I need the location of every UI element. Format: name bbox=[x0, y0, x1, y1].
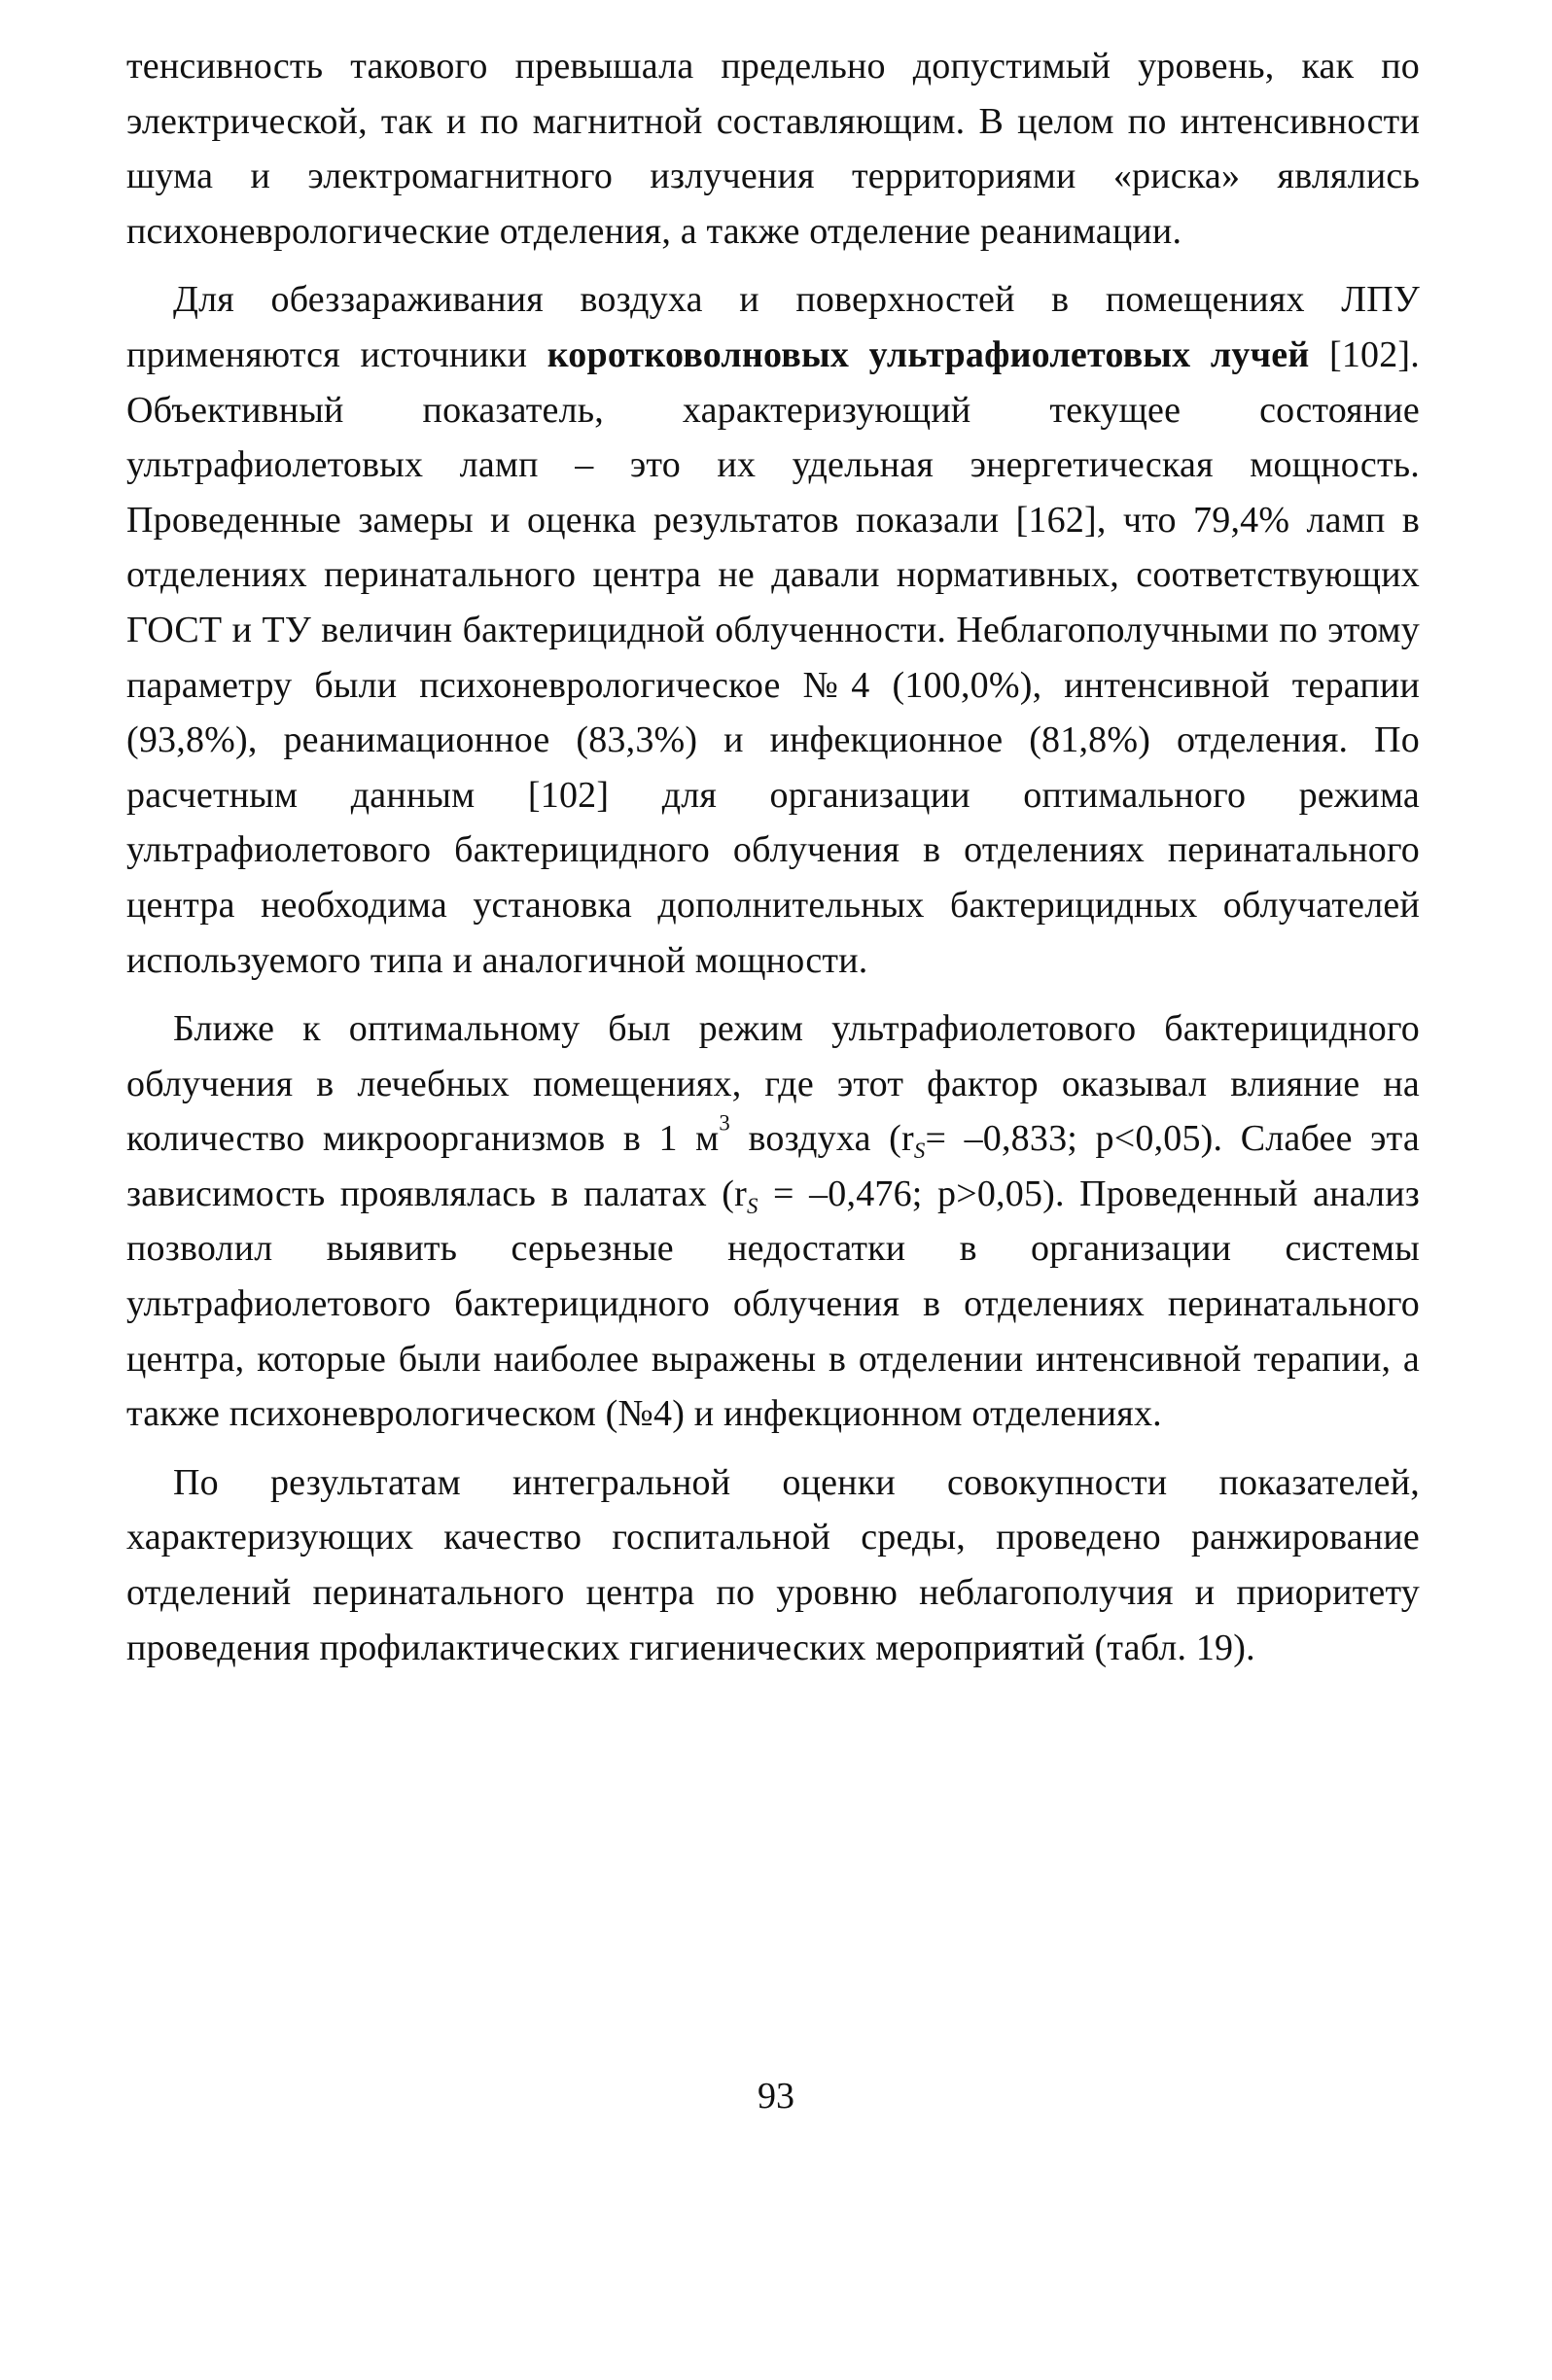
paragraph-4 bbox=[126, 1455, 1420, 1675]
superscript-cubic: 3 bbox=[719, 1110, 731, 1136]
paragraph-4-text: По результатам интегральной оценки совокупности показателей, характеризующих качество госпитальной среды, проведено ранжирование отделений перинатального центра по уровню неблагополучия и приоритету проведения профилактических гигиенических мероприятий (табл. 19). bbox=[126, 1461, 1420, 1668]
paragraph-3-part3: = –0,833; p<0,05). Слабее эта зависимость проявлялась в палатах (r bbox=[126, 1118, 1420, 1214]
paragraph-2-part2: [102]. Объективный показатель, характеризующий текущее состояние ультрафиолетовых ламп – это их удельная энергетическая мощность. Проведенные замеры и оценка результатов показали [162], что 79,4% ламп в отделениях перинатального центра не давали нормативных, соответствующих ГОСТ и ТУ величин бактерицидной облученности. Неблагополучными по этому параметру были психоневрологическое №4 (100,0%), интенсивной терапии (93,8%), реанимационное (83,3%) и инфекционное (81,8%) отделения. По расчетным данным [102] для организации оптимального режима ультрафиолетового бактерицидного облучения в отделениях перинатального центра необходима установка дополнительных бактерицидных облучателей используемого типа и аналогичной мощности. bbox=[126, 333, 1420, 981]
paragraph-3-part2: воздуха (r bbox=[730, 1118, 914, 1160]
paragraph-1 bbox=[126, 39, 1420, 259]
paragraph-2-part1: Для обеззараживания воздуха и поверхностей в помещениях ЛПУ применяются источники bbox=[126, 279, 1420, 375]
paragraph-3-part4: = –0,476; p>0,05). Проведенный анализ позволил выявить серьезные недостатки в организации системы ультрафиолетового бактерицидного облучения в отделениях перинатального центра, которые были наиболее выражены в отделении интенсивной терапии, а также психоневрологическом (№4) и инфекционном отделениях. bbox=[126, 1172, 1420, 1435]
page-body bbox=[126, 39, 1420, 1675]
subscript-s-2: S bbox=[746, 1193, 758, 1218]
paragraph-3-part1: Ближе к оптимальному был режим ультрафиолетового бактерицидного облучения в лечебных помещениях, где этот фактор оказывал влияние на количество микроорганизмов в 1 м bbox=[126, 1008, 1420, 1160]
paragraph-2 bbox=[126, 272, 1420, 988]
paragraph-3 bbox=[126, 1001, 1420, 1442]
subscript-s-1: S bbox=[913, 1138, 926, 1164]
paragraph-1-text: тенсивность такового превышала предельно допустимый уровень, как по электрической, так и по магнитной составляющим. В целом по интенсивности шума и электромагнитного излучения территориями «риска» являлись психоневрологические отделения, а также отделение реанимации. bbox=[126, 46, 1420, 252]
page-number: 93 bbox=[758, 2076, 794, 2117]
paragraph-2-bold-term: коротковолновых ультрафиолетовых лучей bbox=[547, 333, 1310, 375]
